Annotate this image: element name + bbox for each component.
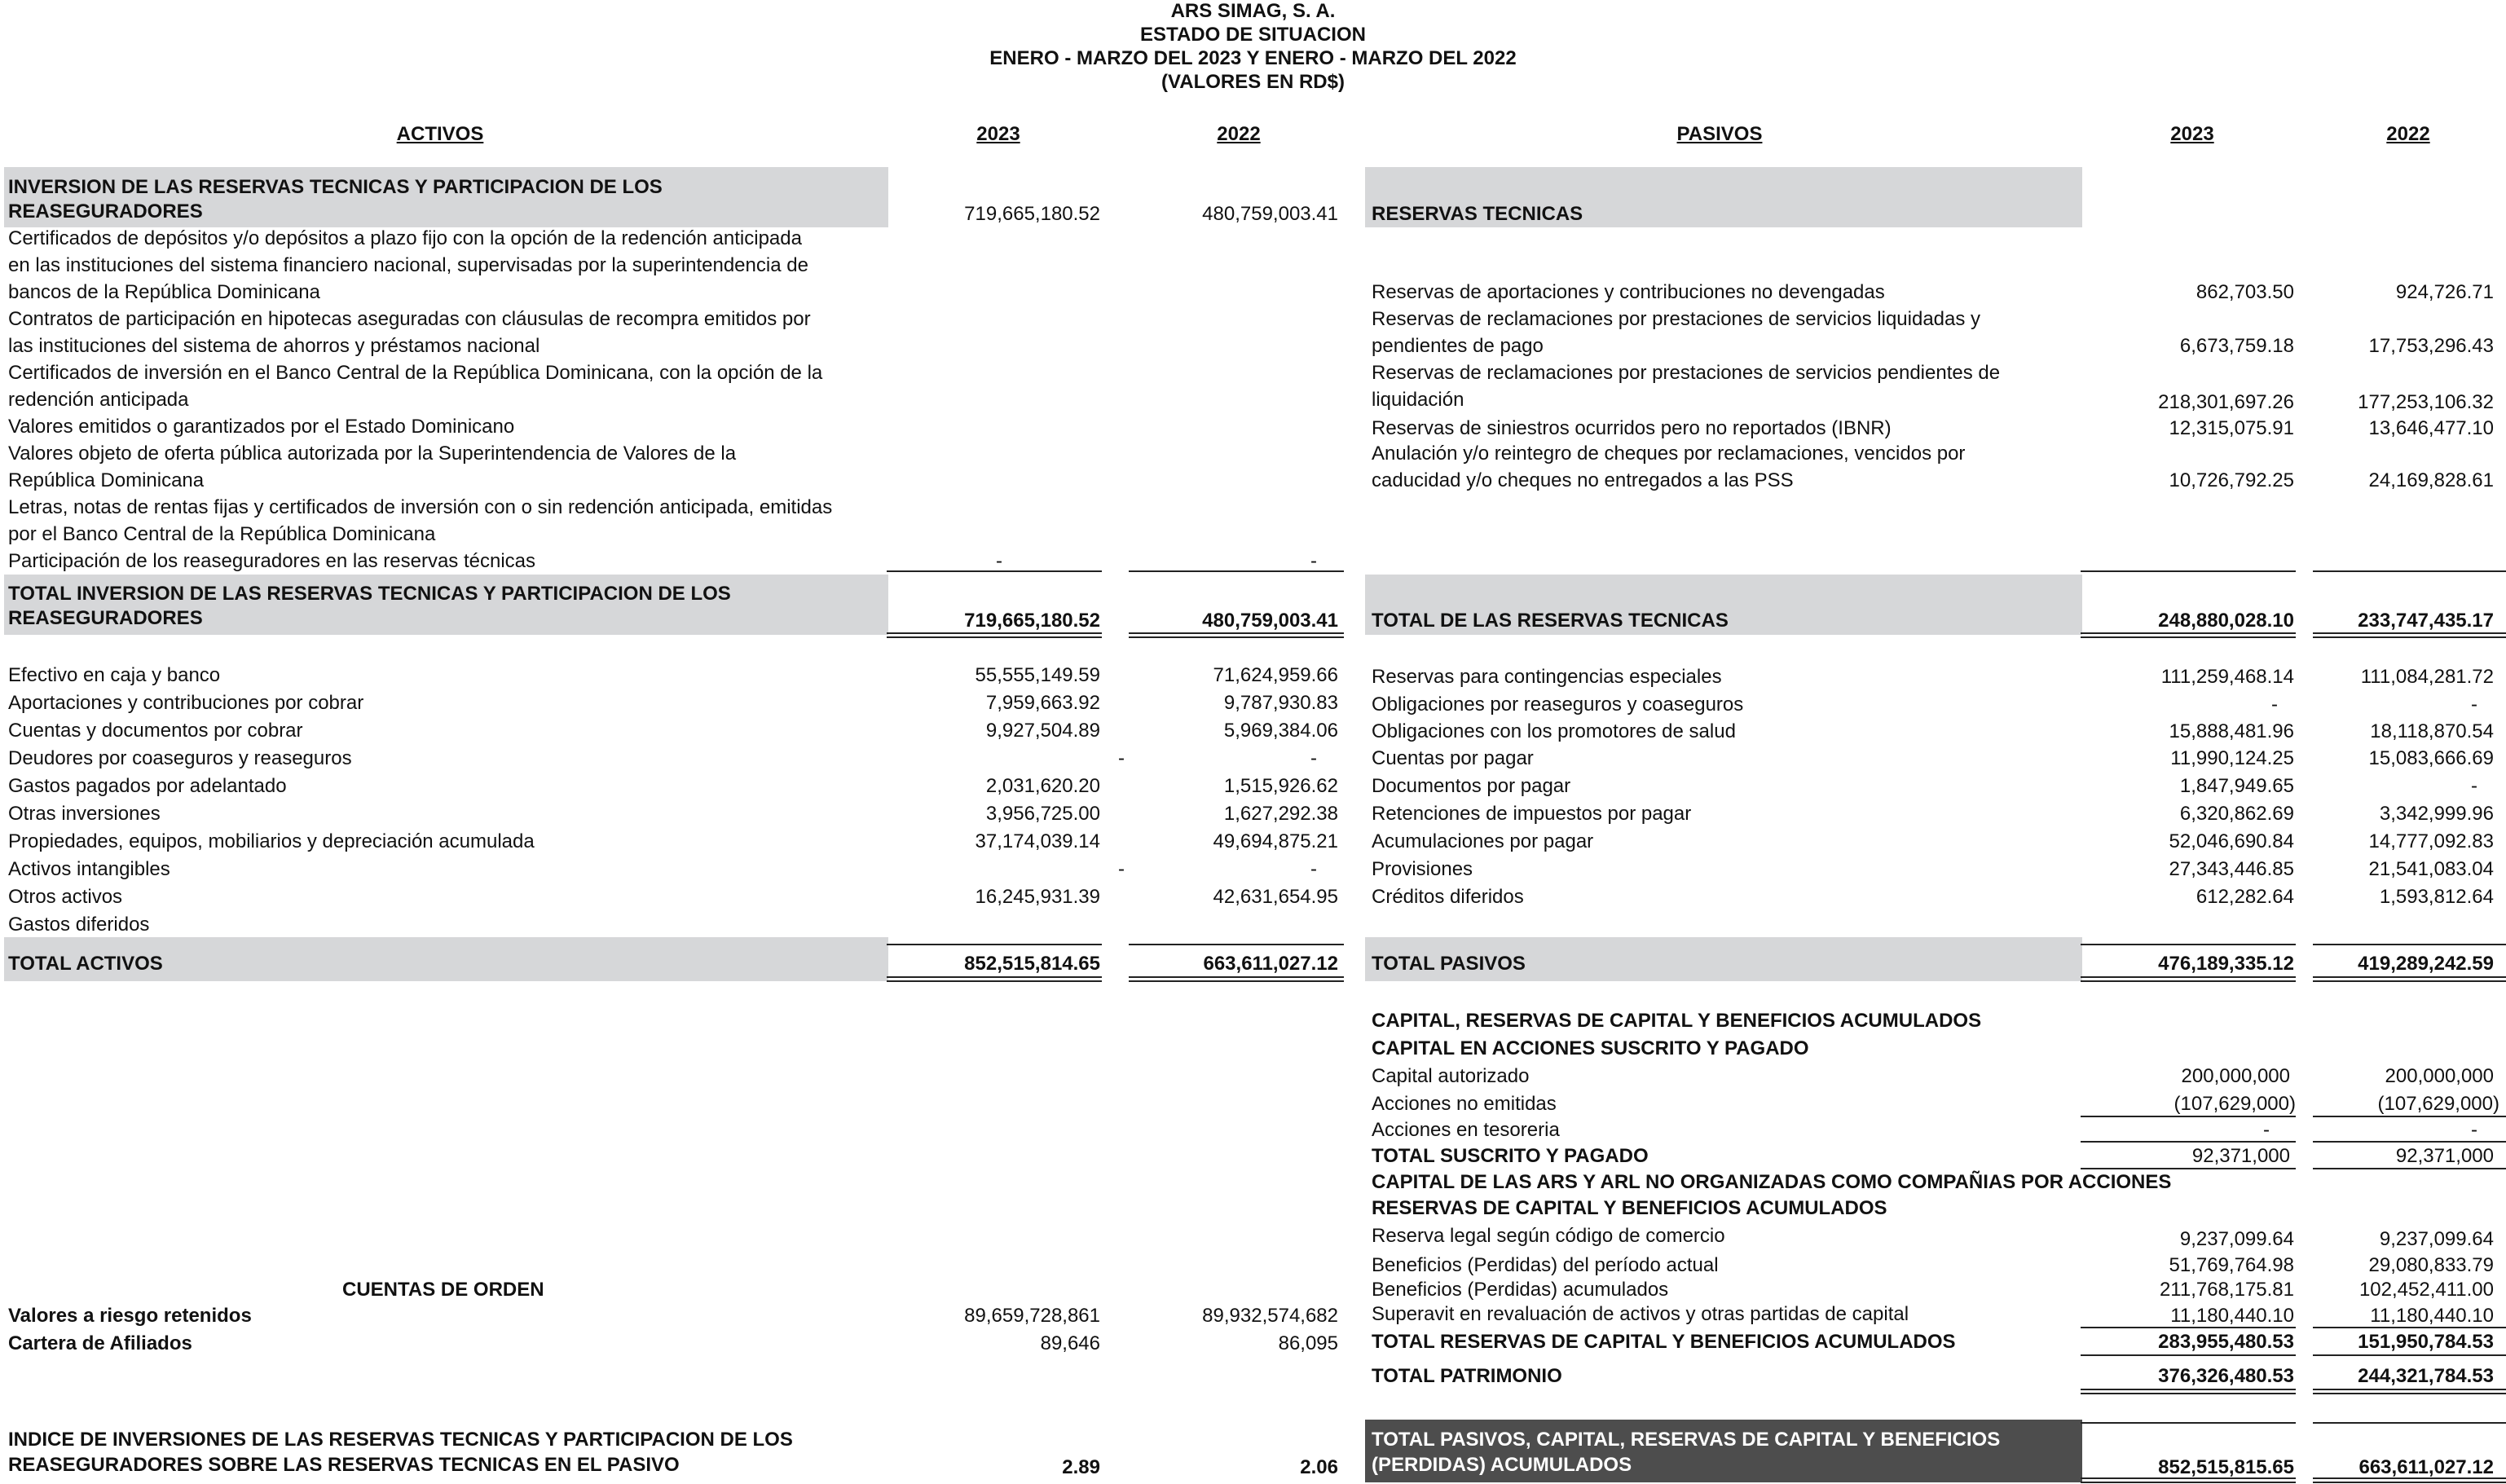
capital-item-label: Capital autorizado — [1372, 1065, 1530, 1087]
reserve-item-2022: 17,753,296.43 — [2368, 335, 2494, 357]
asset-item-2023: - — [1118, 747, 1125, 769]
rule — [2081, 1354, 2296, 1356]
liability-item-2022: 15,083,666.69 — [2368, 747, 2494, 769]
asset-item-label: Cuentas y documentos por cobrar — [8, 720, 303, 742]
asset-item-2022: 1,515,926.62 — [1223, 775, 1338, 797]
liability-item-2023: 1,847,949.65 — [2179, 775, 2294, 797]
equity-reserve-2022: 102,452,411.00 — [2358, 1279, 2494, 1301]
currency-note: (VALORES EN RD$) — [1161, 71, 1345, 93]
total-liabilities-2023: 476,189,335.12 — [2158, 953, 2294, 975]
invest-item-label: República Dominicana — [8, 469, 205, 491]
asset-item-label: Gastos pagados por adelantado — [8, 775, 287, 797]
rule — [2313, 944, 2506, 945]
reserve-item-2022: 924,726.71 — [2395, 281, 2494, 303]
liability-item-label: Provisiones — [1372, 858, 1473, 880]
asset-item-label: Deudores por coaseguros y reaseguros — [8, 747, 352, 769]
total-liabilities-2022: 419,289,242.59 — [2358, 953, 2494, 975]
equity-reserve-2023: 211,768,175.81 — [2159, 1279, 2294, 1301]
total-capital-reserves-2023: 283,955,480.53 — [2158, 1331, 2294, 1353]
invest-item-label: Participación de los reaseguradores en las reservas técnicas — [8, 550, 536, 572]
asset-item-2023: 2,031,620.20 — [985, 775, 1100, 797]
equity-reserve-label: Beneficios (Perdidas) del período actual — [1372, 1254, 1719, 1276]
memo-item-2022: 86,095 — [1278, 1332, 1338, 1354]
liability-item-2022: 111,084,281.72 — [2360, 666, 2494, 688]
liability-item-label: Cuentas por pagar — [1372, 747, 1534, 769]
invest-item-label: Letras, notas de rentas fijas y certificados de inversión con o sin redención anticipada, emitidas — [8, 496, 833, 518]
total-assets-label: TOTAL ACTIVOS — [8, 953, 163, 975]
assets-year-2023-header: 2023 — [976, 123, 1020, 145]
invest-item-label: en las instituciones del sistema financiero nacional, supervisadas por la superintendencia de — [8, 254, 808, 276]
invest-header-2023: 719,665,180.52 — [964, 203, 1100, 225]
reserve-item-label: Reservas de reclamaciones por prestaciones de servicios liquidadas y — [1372, 308, 1981, 330]
capital-item-2022: - — [2471, 1119, 2477, 1141]
grand-total-line2: (PERDIDAS) ACUMULADOS — [1372, 1454, 1632, 1476]
asset-item-2023: 55,555,149.59 — [975, 664, 1100, 686]
asset-item-2023: 37,174,039.14 — [975, 830, 1100, 852]
liability-item-2023: 6,320,862.69 — [2179, 803, 2294, 825]
ars-capital-header: CAPITAL DE LAS ARS Y ARL NO ORGANIZADAS COMO COMPAÑIAS POR ACCIONES — [1372, 1171, 2172, 1193]
liability-item-2022: 3,342,999.96 — [2379, 803, 2494, 825]
asset-item-label: Activos intangibles — [8, 858, 170, 880]
total-capital-reserves-2022: 151,950,784.53 — [2358, 1331, 2494, 1353]
asset-item-label: Efectivo en caja y banco — [8, 664, 221, 686]
index-label-line2: REASEGURADORES SOBRE LAS RESERVAS TECNICAS EN EL PASIVO — [8, 1454, 680, 1476]
total-paid-label: TOTAL SUSCRITO Y PAGADO — [1372, 1145, 1649, 1167]
assets-column-header: ACTIVOS — [396, 123, 484, 145]
rule — [1129, 570, 1344, 572]
equity-reserve-2023: 51,769,764.98 — [2169, 1254, 2294, 1276]
reserves-header: RESERVAS TECNICAS — [1372, 203, 1583, 225]
company-name: ARS SIMAG, S. A. — [1170, 0, 1336, 22]
liabilities-column-header: PASIVOS — [1676, 123, 1763, 145]
rule — [2313, 1168, 2506, 1169]
capital-item-2023: 200,000,000 — [2181, 1065, 2290, 1087]
equity-reserve-label: Reserva legal según código de comercio — [1372, 1225, 1725, 1247]
capital-item-2023: (107,629,000) — [2173, 1093, 2296, 1115]
total-invest-line1: TOTAL INVERSION DE LAS RESERVAS TECNICAS Y PARTICIPACION DE LOS — [8, 583, 731, 605]
memo-item-2023: 89,646 — [1040, 1332, 1100, 1354]
liability-item-2022: - — [2471, 775, 2477, 797]
index-2022: 2.06 — [1300, 1456, 1338, 1478]
memo-item-label: Cartera de Afiliados — [8, 1332, 192, 1354]
memo-item-2022: 89,932,574,682 — [1202, 1305, 1338, 1327]
rule — [2313, 570, 2506, 572]
reserve-item-2023: 10,726,792.25 — [2169, 469, 2294, 491]
invest-item-label: bancos de la República Dominicana — [8, 281, 320, 303]
invest-item-label: Certificados de inversión en el Banco Central de la República Dominicana, con la opción de la — [8, 362, 823, 384]
rule — [2313, 1422, 2506, 1424]
asset-item-label: Otras inversiones — [8, 803, 161, 825]
rule — [2081, 944, 2296, 945]
double-rule — [887, 976, 1102, 982]
invest-item-label: las instituciones del sistema de ahorros y préstamos nacional — [8, 335, 540, 357]
total-assets-2022: 663,611,027.12 — [1203, 953, 1338, 975]
capital-item-2022: 200,000,000 — [2385, 1065, 2494, 1087]
double-rule — [1129, 632, 1344, 638]
asset-item-2022: 49,694,875.21 — [1213, 830, 1338, 852]
invest-item-2022: - — [1310, 550, 1317, 572]
grand-total-2022: 663,611,027.12 — [2358, 1456, 2494, 1478]
asset-item-label: Propiedades, equipos, mobiliarios y depreciación acumulada — [8, 830, 535, 852]
liability-item-label: Documentos por pagar — [1372, 775, 1571, 797]
double-rule — [2081, 1389, 2296, 1394]
equity-reserve-label: Superavit en revaluación de activos y otras partidas de capital — [1372, 1303, 1909, 1325]
liability-item-2022: 1,593,812.64 — [2379, 886, 2494, 908]
equity-reserve-2023: 9,237,099.64 — [2179, 1228, 2294, 1250]
memo-item-label: Valores a riesgo retenidos — [8, 1305, 252, 1327]
double-rule — [2081, 632, 2296, 638]
liability-item-2023: 111,259,468.14 — [2160, 666, 2294, 688]
liability-item-label: Créditos diferidos — [1372, 886, 1524, 908]
asset-item-label: Gastos diferidos — [8, 914, 150, 936]
double-rule — [2313, 1477, 2506, 1483]
reserve-item-2022: 177,253,106.32 — [2358, 391, 2494, 413]
capital-reserves-header: RESERVAS DE CAPITAL Y BENEFICIOS ACUMULADOS — [1372, 1197, 1887, 1219]
asset-item-2022: - — [1310, 747, 1317, 769]
period-title: ENERO - MARZO DEL 2023 Y ENERO - MARZO DEL 2022 — [989, 47, 1517, 69]
rule — [2313, 1354, 2506, 1356]
liability-item-label: Acumulaciones por pagar — [1372, 830, 1594, 852]
asset-item-2022: 42,631,654.95 — [1213, 886, 1338, 908]
invest-item-label: por el Banco Central de la República Dominicana — [8, 523, 436, 545]
reserve-item-label: Reservas de aportaciones y contribuciones no devengadas — [1372, 281, 1885, 303]
double-rule — [887, 632, 1102, 638]
invest-item-label: redención anticipada — [8, 389, 189, 411]
reserve-item-2023: 12,315,075.91 — [2169, 417, 2294, 439]
rule — [1129, 944, 1344, 945]
capital-item-label: Acciones no emitidas — [1372, 1093, 1557, 1115]
rule — [2081, 1422, 2296, 1424]
asset-item-2022: 9,787,930.83 — [1223, 692, 1338, 714]
invest-item-label: Certificados de depósitos y/o depósitos a plazo fijo con la opción de la redención anticipada — [8, 227, 802, 249]
rule — [887, 570, 1102, 572]
asset-item-2023: 9,927,504.89 — [985, 720, 1100, 742]
total-reserves-label: TOTAL DE LAS RESERVAS TECNICAS — [1372, 610, 1729, 632]
equity-header: CAPITAL, RESERVAS DE CAPITAL Y BENEFICIOS ACUMULADOS — [1372, 1010, 1982, 1032]
total-paid-2023: 92,371,000 — [2191, 1145, 2290, 1167]
invest-item-label: Valores emitidos o garantizados por el Estado Dominicano — [8, 416, 515, 438]
equity-reserve-2022: 11,180,440.10 — [2370, 1305, 2494, 1327]
invest-item-2023: - — [996, 550, 1002, 572]
total-assets-2023: 852,515,814.65 — [964, 953, 1100, 975]
reserve-item-label: Anulación y/o reintegro de cheques por reclamaciones, vencidos por — [1372, 443, 1966, 465]
equity-reserve-2022: 29,080,833.79 — [2368, 1254, 2494, 1276]
asset-item-label: Otros activos — [8, 886, 123, 908]
liability-item-2022: - — [2471, 694, 2477, 716]
total-invest-2023: 719,665,180.52 — [964, 610, 1100, 632]
asset-item-2023: 16,245,931.39 — [975, 886, 1100, 908]
liability-item-label: Obligaciones por reaseguros y coaseguros — [1372, 694, 1744, 716]
invest-item-label: Contratos de participación en hipotecas aseguradas con cláusulas de recompra emitidos por — [8, 308, 811, 330]
asset-item-2022: 1,627,292.38 — [1223, 803, 1338, 825]
index-2023: 2.89 — [1062, 1456, 1100, 1478]
asset-item-2023: - — [1118, 858, 1125, 880]
asset-item-2022: 71,624,959.66 — [1213, 664, 1338, 686]
liability-item-2023: - — [2271, 694, 2278, 716]
double-rule — [2081, 1477, 2296, 1483]
asset-item-label: Aportaciones y contribuciones por cobrar — [8, 692, 364, 714]
reserve-item-2022: 13,646,477.10 — [2368, 417, 2494, 439]
asset-item-2023: 3,956,725.00 — [985, 803, 1100, 825]
equity-reserve-label: Beneficios (Perdidas) acumulados — [1372, 1279, 1669, 1301]
liability-item-2023: 15,888,481.96 — [2169, 720, 2294, 742]
reserve-item-2022: 24,169,828.61 — [2368, 469, 2494, 491]
total-equity-label: TOTAL PATRIMONIO — [1372, 1365, 1562, 1387]
double-rule — [2313, 1389, 2506, 1394]
total-reserves-2023: 248,880,028.10 — [2158, 610, 2294, 632]
total-paid-2022: 92,371,000 — [2395, 1145, 2494, 1167]
total-equity-2022: 244,321,784.53 — [2358, 1365, 2494, 1387]
reserve-item-2023: 862,703.50 — [2196, 281, 2294, 303]
total-equity-2023: 376,326,480.53 — [2158, 1365, 2294, 1387]
statement-title: ESTADO DE SITUACION — [1140, 24, 1366, 46]
total-liabilities-label: TOTAL PASIVOS — [1372, 953, 1526, 975]
liab-year-2023-header: 2023 — [2170, 123, 2214, 145]
capital-item-2023: - — [2263, 1119, 2270, 1141]
reserve-item-2023: 218,301,697.26 — [2158, 391, 2294, 413]
liab-year-2022-header: 2022 — [2386, 123, 2430, 145]
double-rule — [2081, 976, 2296, 982]
capital-item-2022: (107,629,000) — [2377, 1093, 2499, 1115]
reserve-item-label: pendientes de pago — [1372, 335, 1544, 357]
liability-item-2022: 21,541,083.04 — [2368, 858, 2494, 880]
liability-item-label: Reservas para contingencias especiales — [1372, 666, 1722, 688]
liability-item-label: Obligaciones con los promotores de salud — [1372, 720, 1736, 742]
equity-reserve-2022: 9,237,099.64 — [2379, 1228, 2494, 1250]
equity-reserve-2023: 11,180,440.10 — [2170, 1305, 2294, 1327]
liability-item-2023: 27,343,446.85 — [2169, 858, 2294, 880]
reserve-item-label: Reservas de reclamaciones por prestaciones de servicios pendientes de — [1372, 362, 2001, 384]
invest-item-label: Valores objeto de oferta pública autorizada por la Superintendencia de Valores de la — [8, 443, 737, 465]
index-label-line1: INDICE DE INVERSIONES DE LAS RESERVAS TECNICAS Y PARTICIPACION DE LOS — [8, 1429, 793, 1451]
invest-header-line1: INVERSION DE LAS RESERVAS TECNICAS Y PARTICIPACION DE LOS — [8, 176, 663, 198]
reserve-item-label: liquidación — [1372, 389, 1464, 411]
grand-total-2023: 852,515,815.65 — [2158, 1456, 2294, 1478]
total-invest-2022: 480,759,003.41 — [1202, 610, 1338, 632]
double-rule — [2313, 632, 2506, 638]
double-rule — [2313, 976, 2506, 982]
reserve-item-2023: 6,673,759.18 — [2179, 335, 2294, 357]
total-reserves-2022: 233,747,435.17 — [2358, 610, 2494, 632]
memo-item-2023: 89,659,728,861 — [964, 1305, 1100, 1327]
rule — [887, 944, 1102, 945]
rule — [2081, 570, 2296, 572]
grand-total-line1: TOTAL PASIVOS, CAPITAL, RESERVAS DE CAPITAL Y BENEFICIOS — [1372, 1429, 2001, 1451]
capital-item-label: Acciones en tesoreria — [1372, 1119, 1560, 1141]
liability-item-2023: 612,282.64 — [2196, 886, 2294, 908]
reserve-item-label: Reservas de siniestros ocurridos pero no reportados (IBNR) — [1372, 417, 1892, 439]
invest-header-line2: REASEGURADORES — [8, 200, 203, 222]
liability-item-2022: 14,777,092.83 — [2368, 830, 2494, 852]
asset-item-2023: 7,959,663.92 — [985, 692, 1100, 714]
memo-accounts-header: CUENTAS DE ORDEN — [342, 1279, 544, 1301]
liability-item-2022: 18,118,870.54 — [2370, 720, 2494, 742]
asset-item-2022: - — [1310, 858, 1317, 880]
invest-header-2022: 480,759,003.41 — [1202, 203, 1338, 225]
liability-item-label: Retenciones de impuestos por pagar — [1372, 803, 1692, 825]
liability-item-2023: 52,046,690.84 — [2169, 830, 2294, 852]
double-rule — [1129, 976, 1344, 982]
reserve-item-label: caducidad y/o cheques no entregados a las PSS — [1372, 469, 1794, 491]
total-invest-line2: REASEGURADORES — [8, 607, 203, 629]
asset-item-2022: 5,969,384.06 — [1223, 720, 1338, 742]
assets-year-2022-header: 2022 — [1217, 123, 1261, 145]
paid-capital-header: CAPITAL EN ACCIONES SUSCRITO Y PAGADO — [1372, 1037, 1809, 1059]
total-capital-reserves-label: TOTAL RESERVAS DE CAPITAL Y BENEFICIOS ACUMULADOS — [1372, 1331, 1956, 1353]
liability-item-2023: 11,990,124.25 — [2170, 747, 2294, 769]
